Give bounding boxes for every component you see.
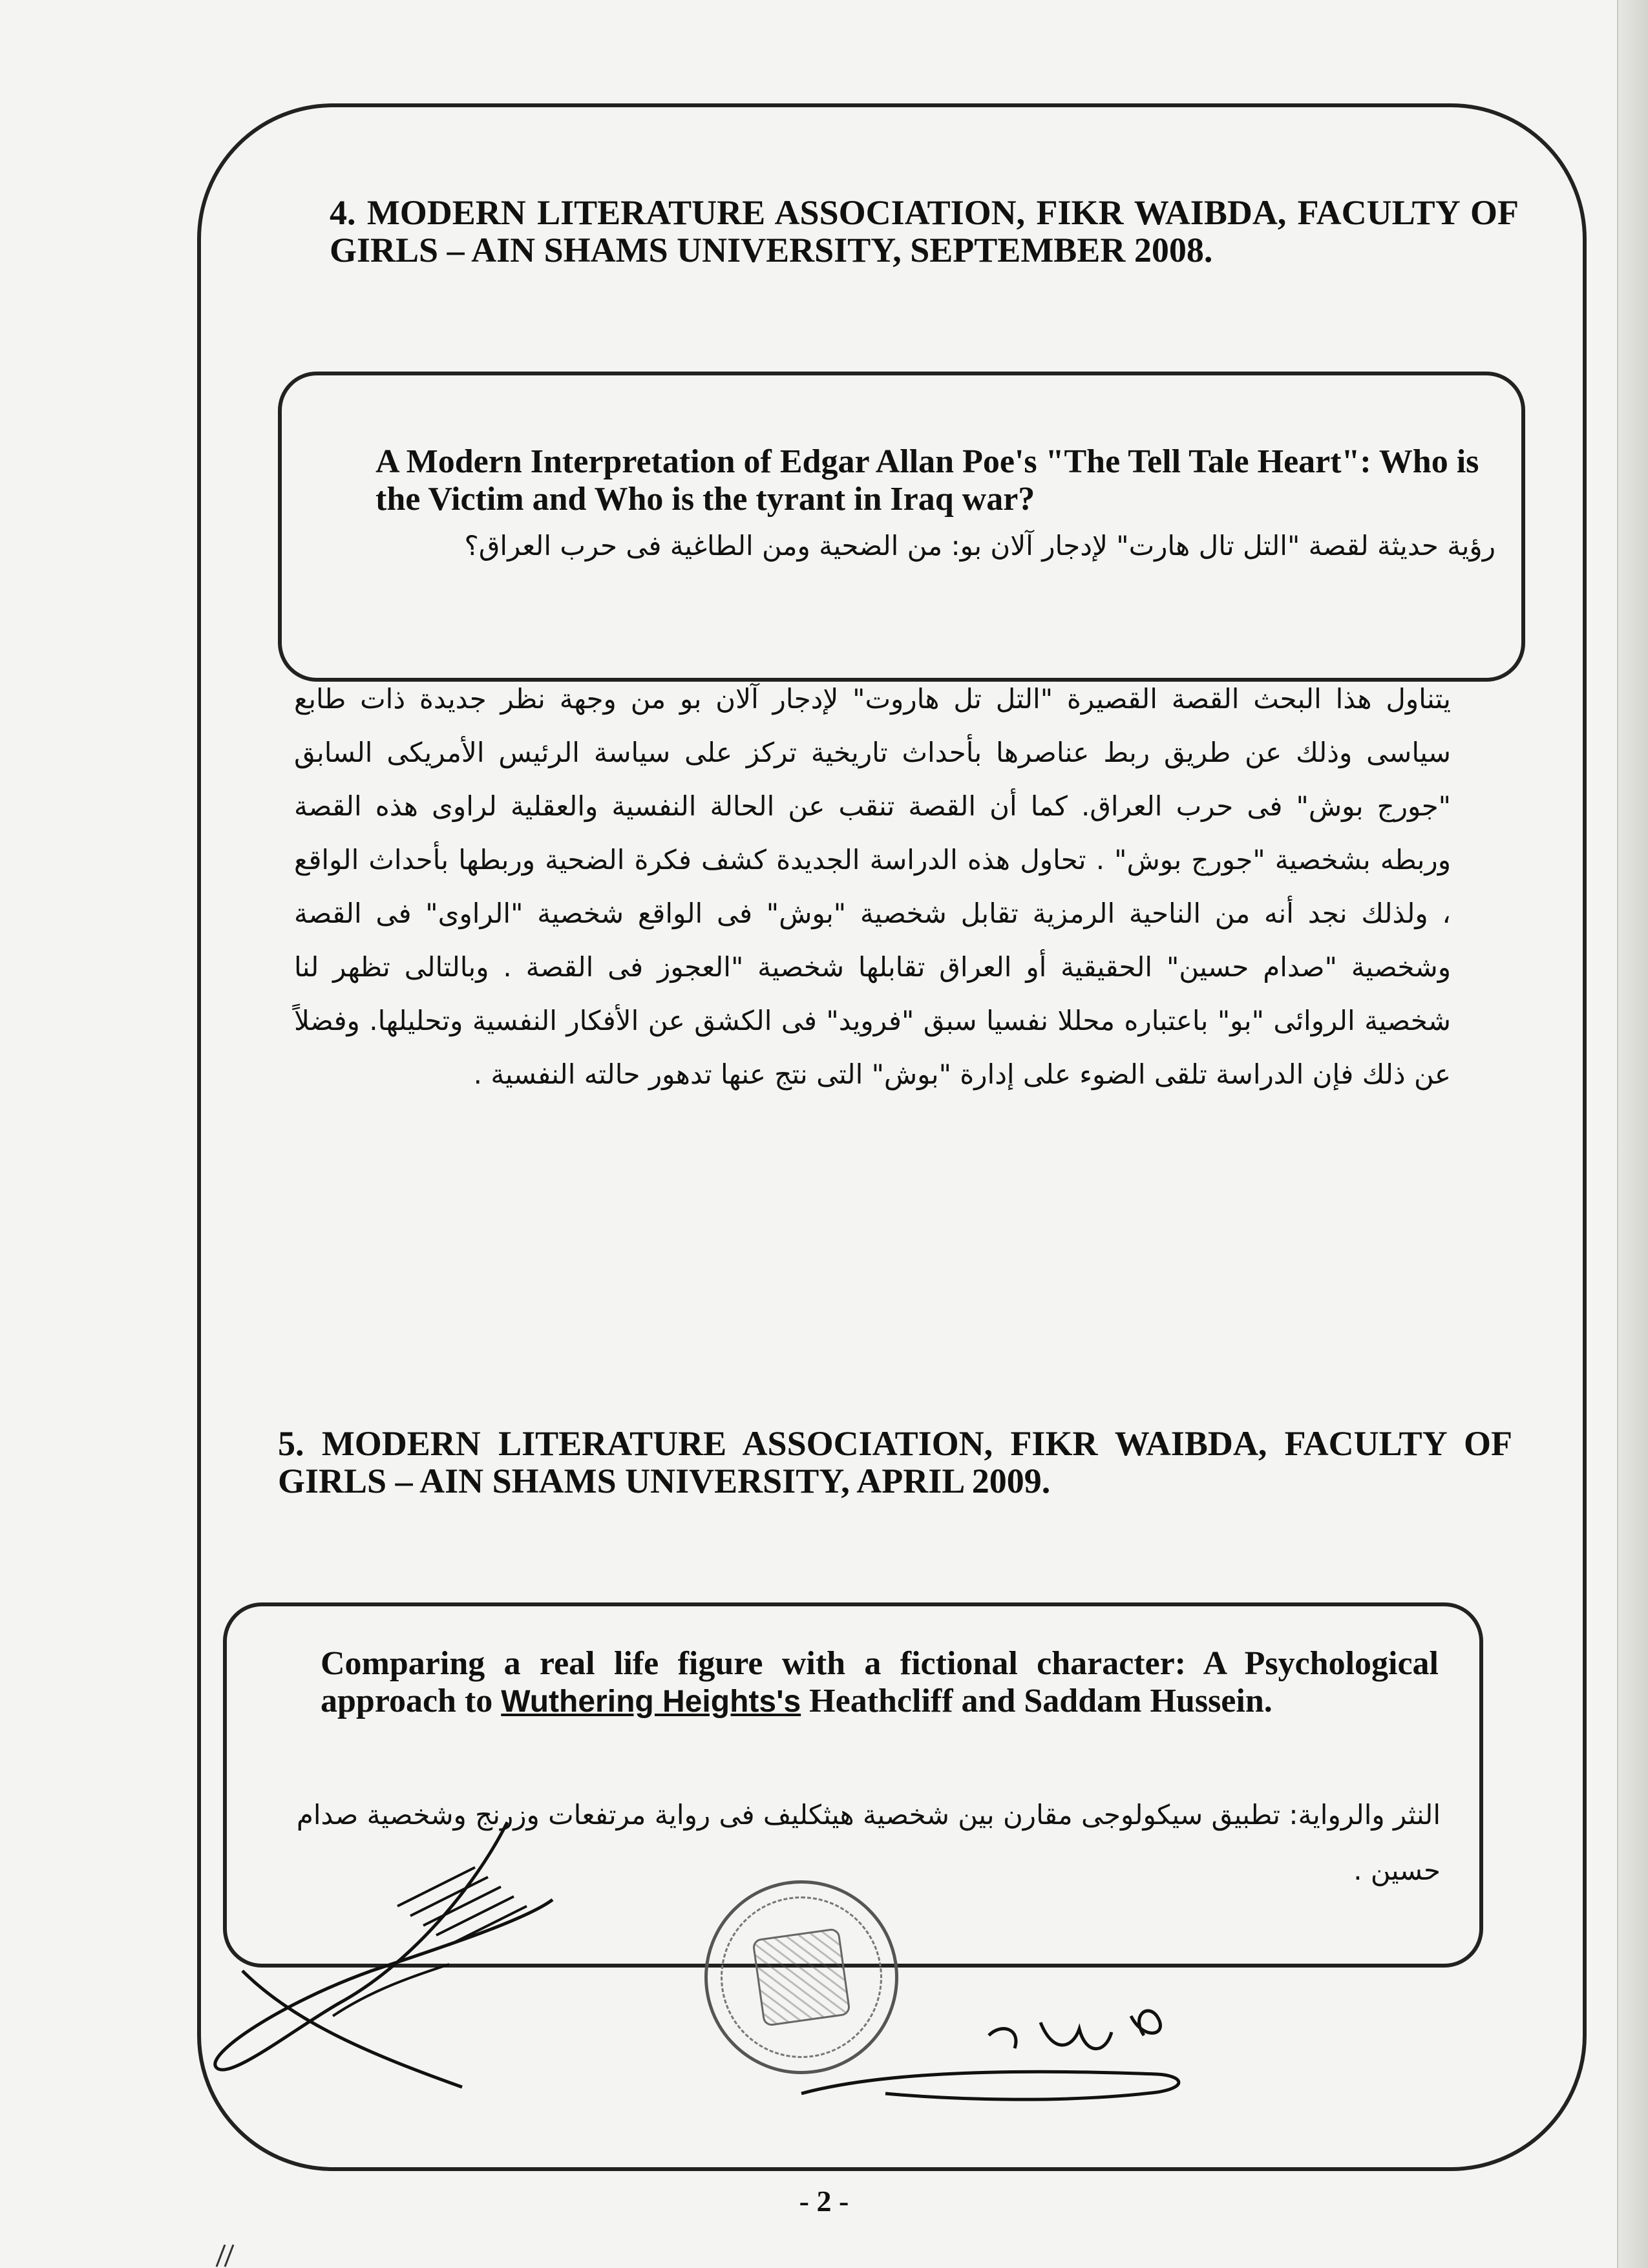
section-5-title-arabic: النثر والرواية: تطبيق سيكولوجى مقارن بين شخصية هيثكليف فى رواية مرتفعات وزرنج وشخصية صدام حسين . [296,1799,1441,1886]
section-5-heading: 5. MODERN LITERATURE ASSOCIATION, FIKR WAIBDA, FACULTY OF GIRLS – AIN SHAMS UNIVERSITY, APRIL 2009. [278,1424,1512,1500]
signature-left [204,1809,565,2094]
section-5-title-part-1: Comparing a real life figure with a fictional character: A Psychological approach to [321,1645,1439,1719]
signature-right [795,1997,1196,2106]
book-title-wuthering-heights: Wuthering Heights's [501,1685,801,1719]
section-4-abstract-arabic: يتناول هذا البحث القصة القصيرة "التل تل هاروت" لإدجار آلان بو من وجهة نظر جديدة ذات طابع سياسى وذلك عن طريق ربط عناصرها بأحداث تاريخية تركز على سياسة الرئيس الأمريكى السابق "جورج بوش" فى حرب العراق. كما أن القصة تنقب عن الحالة النفسية والعقلية لراوى هذه القصة وربطه بشخصية "جورج بوش" . تحاول هذه الدراسة الجديدة كشف فكرة الضحية وربطها بأحداث الواقع ، ولذلك نجد أنه من الناحية الرمزية تقابل شخصية "بوش" فى الواقع شخصية "الراوى" فى القصة وشخصية "صدام حسين" الحقيقية أو العراق تقابلها شخصية "العجوز فى القصة . وبالتالى تظهر لنا شخصية الروائى "بو" باعتباره محللا نفسيا سبق "فرويد" فى الكشق عن الأفكار النفسية وتحليلها. وفضلاً عن ذلك فإن الدراسة تلقى الضوء على إدارة "بوش" التى نتج عنها تدهور حالته النفسية . [294,683,1451,1090]
section-5-title-english [321,1645,1439,1721]
section-4-title-arabic: رؤية حديثة لقصة "التل تال هارت" لإدجار آلان بو: من الضحية ومن الطاغية فى حرب العراق؟ [464,530,1495,562]
section-4-title-box [278,372,1525,682]
section-4-heading: 4. MODERN LITERATURE ASSOCIATION, FIKR WAIBDA, FACULTY OF GIRLS – AIN SHAMS UNIVERSITY, SEPTEMBER 2008. [330,193,1519,269]
section-4-title-english: A Modern Interpretation of Edgar Allan Poe's "The Tell Tale Heart": Who is the Victim and Who is the tyrant in Iraq war? [375,443,1479,518]
section-5-title-part-2: Heathcliff and Saddam Hussein. [801,1683,1273,1719]
scan-page-edge [1617,0,1648,2268]
page-number: - 2 - [799,2185,849,2218]
scan-artifact-mark [213,2243,239,2268]
